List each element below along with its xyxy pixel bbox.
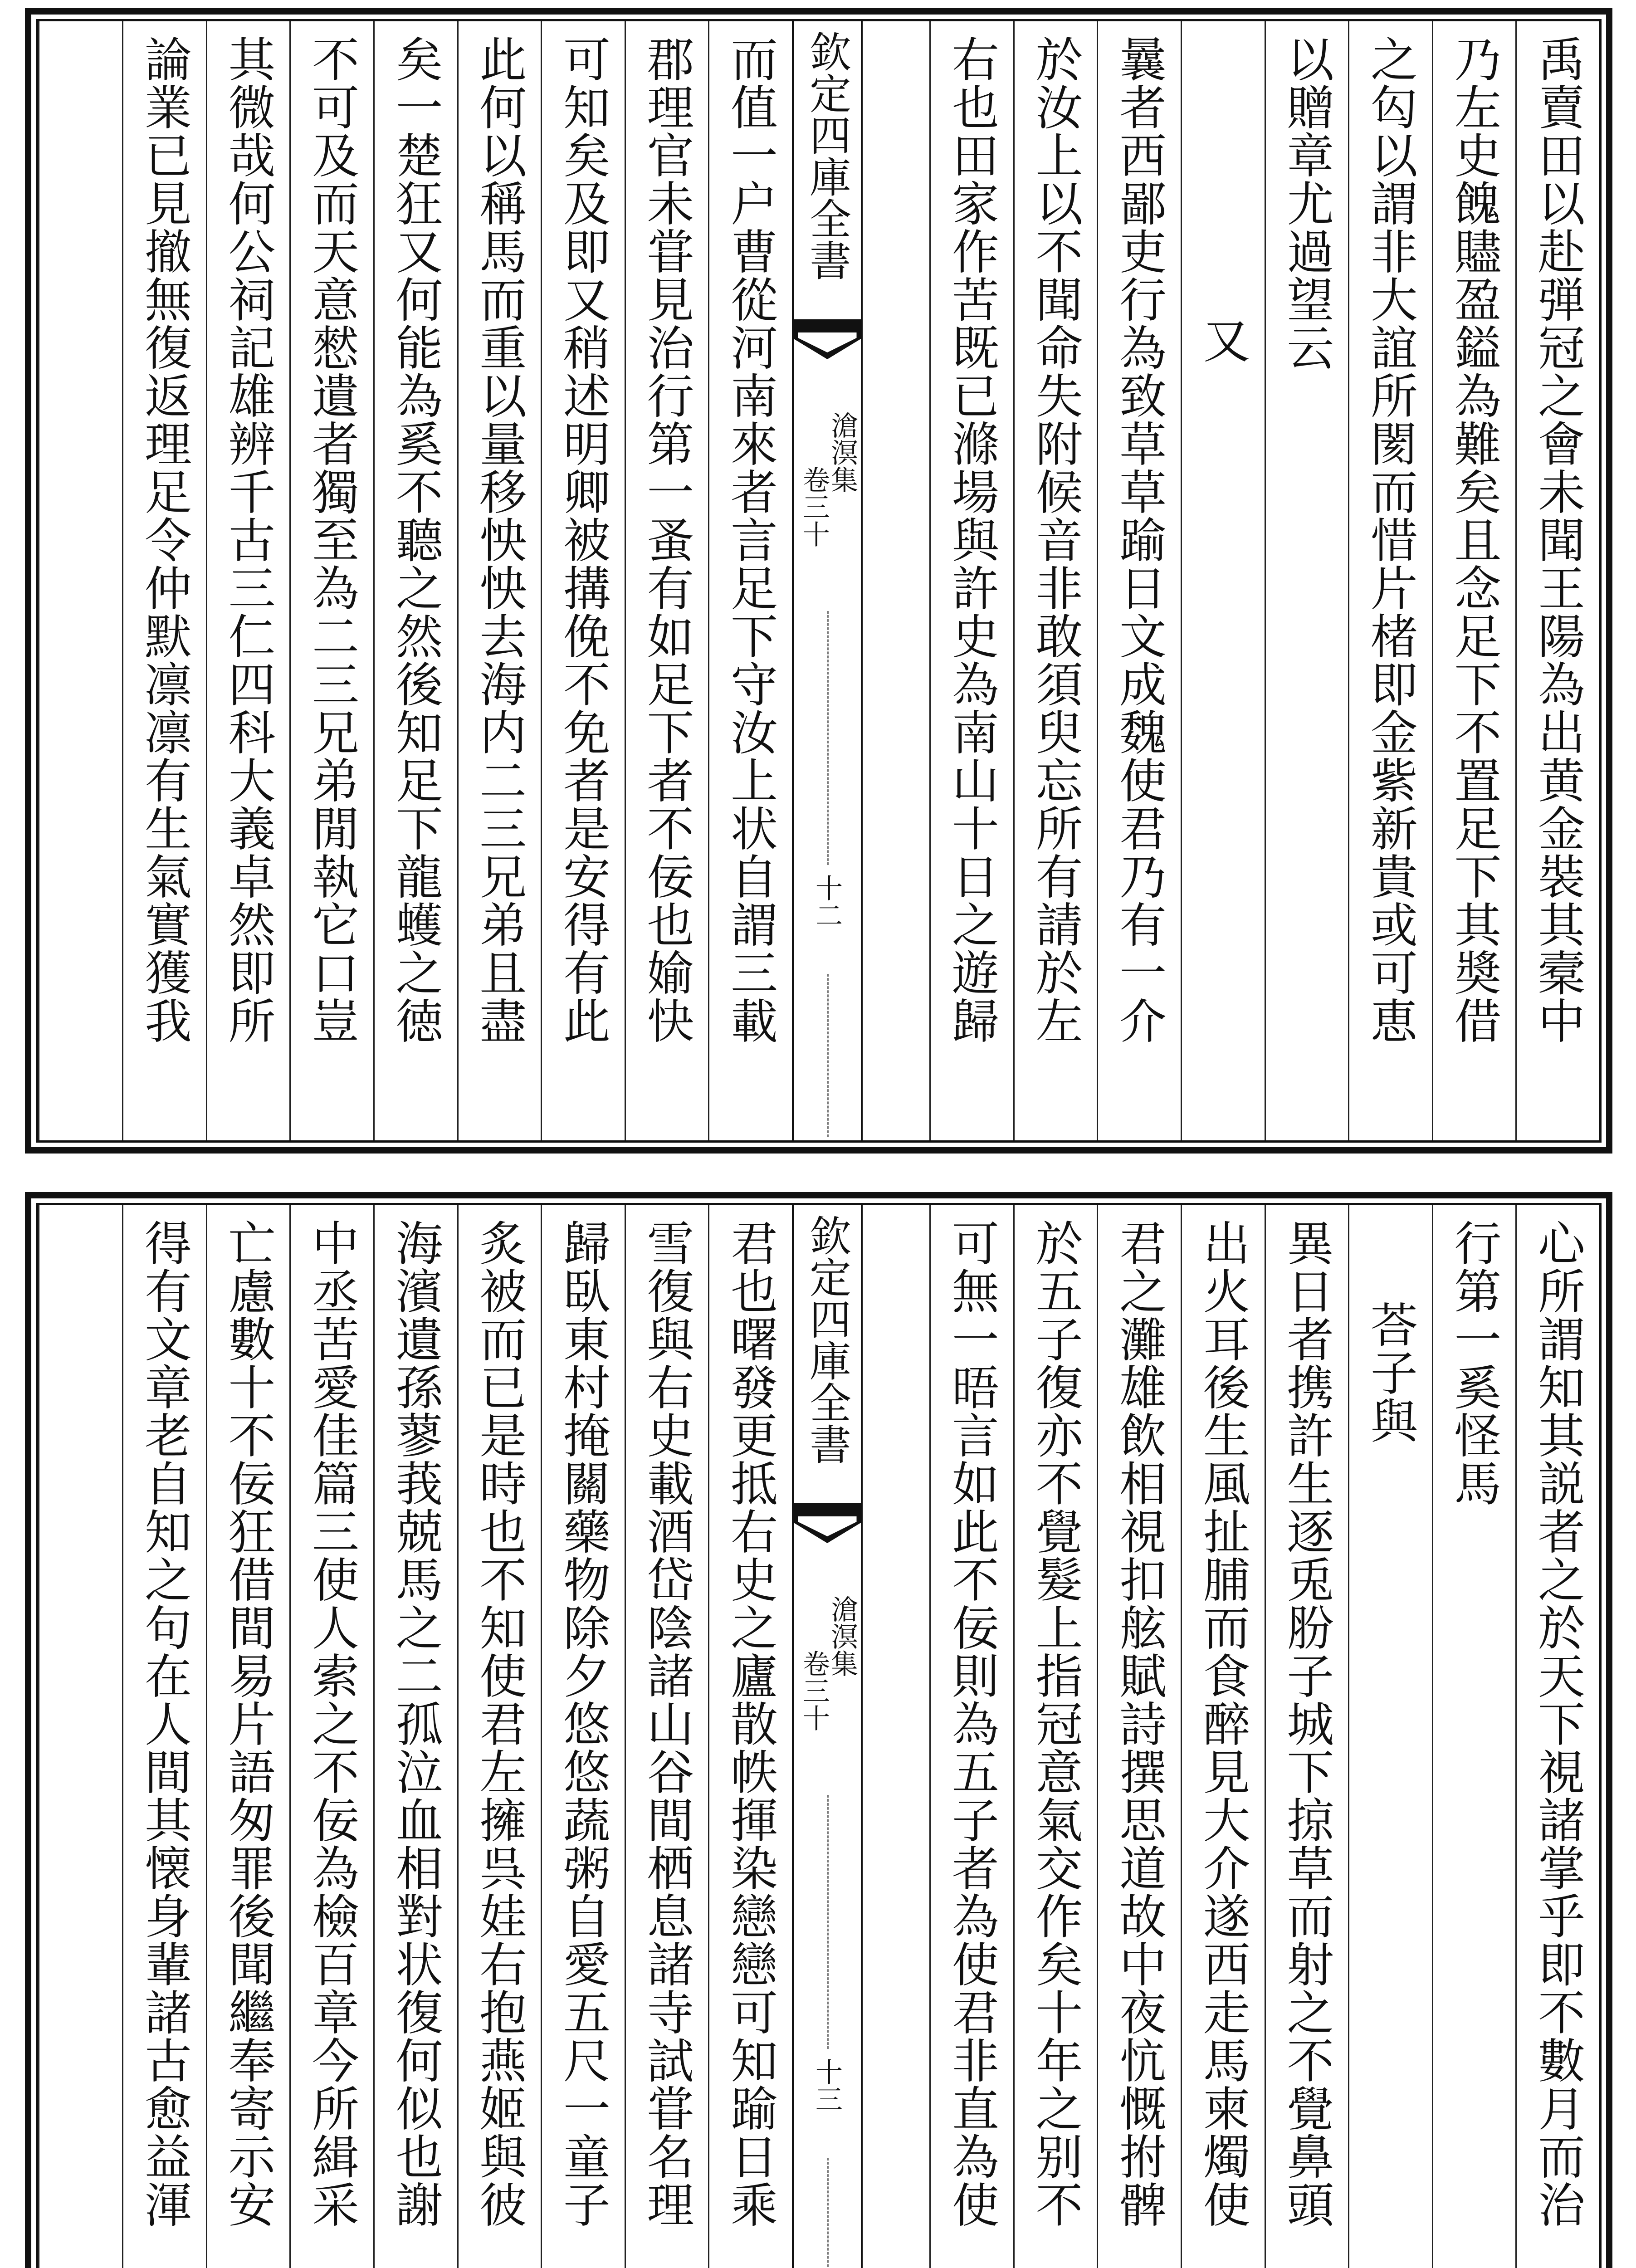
text-column: 於五子復亦不覺髮上指冠意氣交作矣十年之别不: [1013, 1205, 1097, 2268]
text-column: 炙被而已是時也不知使君左擁呉娃右抱燕姬與彼: [457, 1205, 541, 2268]
text-column: 矣一楚狂又何能為奚不聽之然後知足下龍蠖之徳: [373, 21, 457, 1140]
spine-page-number: 十二: [811, 874, 843, 929]
text-column: 行第一奚怪馬: [1432, 1205, 1516, 2268]
spine-rule: [827, 1795, 829, 2049]
text-column: 論業已見撤無復返理足令仲默凛凛有生氣實獲我: [122, 21, 206, 1140]
text-column: 歸臥東村掩關藥物除夕悠悠蔬粥自愛五尺一童子: [541, 1205, 625, 2268]
bottom-left-half: [38, 1205, 792, 2268]
spine-rule: [827, 974, 829, 1137]
text-column: 君之灘雄飲相視扣舷賦詩撰思道故中夜忼慨拊髀: [1097, 1205, 1181, 2268]
blank-column: [38, 1205, 122, 2268]
text-column: 中丞苦愛佳篇三使人索之不佞為檢百章今所緝采: [289, 1205, 373, 2268]
text-column: 異日者携許生逐兎肦子城下掠草而射之不覺鼻頭: [1265, 1205, 1348, 2268]
text-column: 禹賣田以赴弾冠之會未聞王陽為出黄金裝其槖中: [1515, 21, 1599, 1140]
text-column: 雪復與右史載酒岱陰諸山谷間栖息諸寺試甞名理: [625, 1205, 708, 2268]
blank-column: [38, 21, 122, 1140]
spine-title: 欽定四庫全書: [794, 21, 861, 321]
spine-volume: [799, 1650, 829, 1731]
text-column: 可知矣及即又稍述明卿被搆俛不免者是安得有此: [541, 21, 625, 1140]
text-column: 此何以稱馬而重以量移怏怏去海内二三兄弟且盡: [457, 21, 541, 1140]
text-column: 君也曙發更抵右史之廬散帙揮染戀戀可知踰日乘: [708, 1205, 792, 2268]
text-column: 郡理官未甞見治行第一蚤有如足下者不佞也媮快: [625, 21, 708, 1140]
top-right-half: [845, 21, 1599, 1140]
text-column: 心所謂知其説者之於天下視諸掌乎即不數月而治: [1515, 1205, 1599, 2268]
spine-title: 欽定四庫全書: [794, 1205, 861, 1505]
text-column: 於汝上以不聞命失附候音非敢須臾忘所有請於左: [1013, 21, 1097, 1140]
spine-rule: [827, 611, 829, 865]
top-left-half: [38, 21, 792, 1140]
text-column: 之匃以謂非大誼所閡而惜片楮即金紫新貴或可恵: [1348, 21, 1432, 1140]
bottom-right-half: [845, 1205, 1599, 2268]
spine-book-name: 滄溟集: [826, 411, 858, 493]
text-column: 曩者西鄙吏行為致草草踰日文成魏使君乃有一介: [1097, 21, 1181, 1140]
text-column: 而值一户曹從河南來者言足下守汝上状自謂三載: [708, 21, 792, 1140]
text-column: 右也田家作苦既已滌場與許史為南山十日之遊歸: [929, 21, 1013, 1140]
section-heading-column: 又: [1181, 21, 1265, 1140]
spine-book-title: [827, 411, 857, 493]
top-spine: [792, 21, 863, 1140]
fishtail-mark: [794, 321, 861, 362]
top-page-inner-frame: [36, 19, 1602, 1143]
text-column: 不可及而天意憖遺者獨至為二三兄弟閒執它口豈: [289, 21, 373, 1140]
spine-volume-label: 卷三十: [798, 1650, 830, 1731]
bottom-spine: [792, 1205, 863, 2268]
spine-book-name: 滄溟集: [826, 1595, 858, 1677]
spine-page-number: 十三: [811, 2058, 843, 2112]
text-column: 亡慮數十不佞狂借間易片語匆罪後聞繼奉寄示安: [206, 1205, 290, 2268]
bottom-page-inner-frame: [36, 1203, 1602, 2268]
text-column: 乃左史餽贐盈鎰為難矣且念足下不置足下其奬借: [1432, 21, 1516, 1140]
text-column: 以贈章尤過望云: [1265, 21, 1348, 1140]
fishtail-mark: [794, 1505, 861, 1545]
spine-volume: [799, 466, 829, 547]
text-column: 出火耳後生風扯脯而食醉見大介遂西走馬柬燭使: [1181, 1205, 1265, 2268]
top-page-frame: [25, 8, 1612, 1154]
spine-rule: [827, 2158, 829, 2268]
bottom-page-frame: [25, 1192, 1612, 2268]
spine-volume-label: 卷三十: [798, 466, 830, 547]
section-heading-column: 荅子與: [1348, 1205, 1432, 2268]
spine-book-title: [827, 1595, 857, 1677]
text-column: 得有文章老自知之句在人間其懐身輩諸古愈益渾: [122, 1205, 206, 2268]
text-column: 可無一晤言如此不佞則為五子者為使君非直為使: [929, 1205, 1013, 2268]
text-column: 海濱遺孫蓼莪兢馬之二孤泣血相對状復何似也謝: [373, 1205, 457, 2268]
text-column: 其微哉何公祠記雄辨千古三仁四科大義卓然即所: [206, 21, 290, 1140]
